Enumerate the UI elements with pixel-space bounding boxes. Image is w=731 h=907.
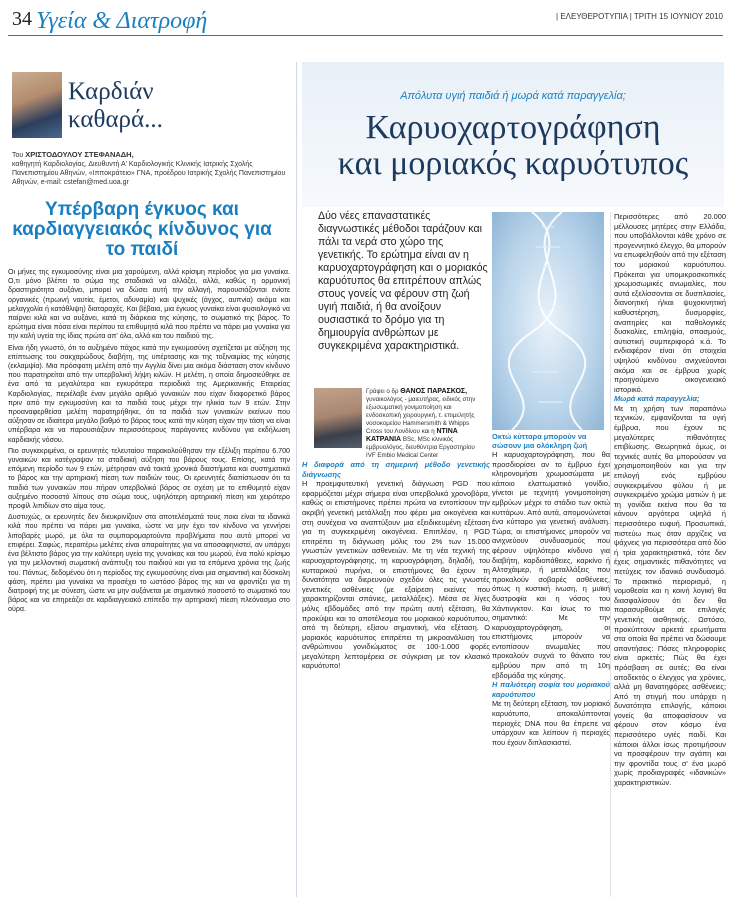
article-column-4	[614, 212, 726, 788]
dna-helix-image	[492, 212, 604, 430]
article-subtitle: Απόλυτα υγιή παιδιά ή μωρά κατά παραγγελία;	[400, 90, 626, 102]
subhead-karyotypos: Η παλιότερη σοφία του μοριακού καρυότυπου	[492, 680, 610, 699]
author-name: ΧΡΙΣΤΟΔΟΥΛΟΥ ΣΤΕΦΑΝΑΔΗ,	[25, 150, 134, 159]
left-para-4: Δυστυχώς, οι ερευνητές δεν διευκρινίζουν στα αποτελέσματά τους ποια είναι τα ιδανικά κιλά που πρέπει να πάρει μια γυναίκα, ώστε να μην έχει τον κίνδυνο να γεννήσει λιποβαρές μωρό, με όλα τα συμπαρομαρτούντα προβλήματα που αυτό μπορεί να επιφέρει. Σαφώς, περαιτέρω μελέτες είναι απαραίτητες για να αποσαφηνιστεί, αν υπάρχει ένα βέλτιστο βάρος για την καλύτερη υγεία της γυναίκας και του μωρού, ένα πολύ κρίσιμο για την μελλοντική σωματική ανάπτυξη του παιδιού και για τα επόμενα χρόνια της ζωής του. Πάντως, δεδομένου ότι η περίοδος της εγκυμοσύνης είναι μια σημαντική και δύσκολη φάση, πρέπει μια γυναίκα να προσέχει το ωστόσο βάρος της και να φροντίζει για τη διατροφή της με σύνεση, ώστε να μην αυξάνεται με σημαντικό ποσοστό το σωματικό του βάρος και να επηρεάζει σε καρδιαγγειακό επίπεδο την αρτηριακή πίεση πλεόνασμα στο ούρα.	[8, 513, 290, 614]
expert2-prefix: και η	[421, 428, 435, 435]
byline-prefix: Του	[12, 152, 24, 159]
left-para-1: Οι μήνες της εγκυμοσύνης είναι μια χαρούμενη, αλλά κρίσιμη περίοδος για μια γυναίκα. Ο,τι μόνο βλέπει το σώμα της σταδιακά να αλλάζει, αλλά, καθώς η ορμονική δραστηριότητα αυξάνει, μπορεί να δώσει αυτή την αλλαγή, παρουσιάζονται ενίοτε οργανικές (πρωινή ναυτία, έμετοι, αδυναμία) και ψυχικές (άγχος, αυπνία) ακόμα και μελαγχολία ή κατάθλιψη) διαταραχές. Και βέβαια, μια έγκυος γυναίκα είναι φυσιολογικό να παίρνει κιλά και να αυξάνει, κατά τη διάρκεια της κύησης, το σωματικό της βάρος. Το ερώτημα είναι πόσα είναι περίπου τα επιθυμητά κιλά που πρέπει να πάρει μια γυναίκα για την καλή υγεία της ίδιας πρώτα απ' όλα, αλλά και του παιδιού της.	[8, 268, 290, 341]
author-photo	[12, 72, 62, 138]
article-column-3	[492, 450, 610, 747]
author-desc: καθηγητή Καρδιολογίας, Διευθυντή Α' Καρδιολογικής Κλινικής Ιατρικής Σχολής Πανεπιστημίου Αθηνών, «Ιπποκράτειο» ΓΝΑ, προέδρου Ιατρικής Σχολής Πανεπιστημίου Αθηνών, e-mail: cstefan@med.uoa.gr	[12, 161, 286, 186]
left-article-body	[8, 268, 290, 617]
column-divider-2	[610, 212, 611, 897]
article-lead: Δύο νέες επαναστατικές διαγνωστικές μέθοδοι ταράζουν και πάλι τα νερά στο χώρο της γενετικής. Το ερώτημα είναι αν η καρυοχαρτογράφηση και ο μοριακός καρυότυπος θα επιτρέπουν απλώς στους γονείς να φέρουν στη ζωή υγιή παιδιά, ή θα ανοίξουν ουσιαστικά το δρόμο για τη δημιουργία ανθρώπων με συγκεκριμένα χαρακτηριστικά.	[318, 210, 488, 352]
newspaper-dateline: | ΕΛΕΥΘΕΡΟΤΥΠΙΑ | ΤΡΙΤΗ 15 ΙΟΥΝΙΟΥ 2010	[556, 12, 723, 21]
col3-tail: Με τη δεύτερη εξέταση, τον μοριακό καρυότυπο, αποκαλύπτονται περιοχές DNA που θα έπρεπε να υπάρχουν και λείπουν ή περιοχές που έχουν διπλασιαστεί.	[492, 699, 610, 747]
expert1-name: ΘΑΝΟΣ ΠΑΡΑΣΚΟΣ,	[400, 388, 468, 395]
expert-byline	[366, 388, 486, 460]
left-para-3: Πιο συγκεκριμένα, οι ερευνητές τελευταίου παρακολούθησαν την εξέλιξη περίπου 6.700 γυναικών και κατέγραψαν τα σταδιακή αύξηση του βάρους τους. Επίσης, κατά την επόμενη περίοδο των 9 ετών, μέτρησαν ανά τακτά χρονικά διαστήματα και συστηματικά το βάρος και την αρτηριακή πίεση των παιδιών τους. Οι ερευνητές διαπίστωσαν ότι τα παιδιά των γυναικών που πήραν υπερβολικό βάρος σε σχέση με το επιθυμητό είχαν αυξημένο ποσοστό λίπους στο σώμα τους, υψηλότερη αρτηριακή πίεση και χειρότερο προφίλ λιπιδίων στο αίμα τους.	[8, 446, 290, 511]
column-name: Καρδιάν καθαρά...	[68, 78, 163, 133]
image-caption: Οκτώ κύτταρα μπορούν να σώσουν μια ολόκληρη ζωή	[492, 432, 588, 450]
page-number: 34	[12, 8, 32, 30]
left-para-2: Είναι ήδη γνωστό, ότι το αυξημένο πάχος κατά την εγκυμοσύνη σχετίζεται με αύξηση της επίπτωσης του σακχαρώδους διαβήτη, της υπέρτασης και της τοξιναιμίας της κύησης (εκλαμψία). Μια πρόσφατη μελέτη από την Αγγλία δίνει μια ακόμα διάσταση στον κίνδυνο που παρατηρείται από την υπερβολική λήψη κιλών. Η μελέτη, η οποία δημοσιεύθηκε σε ένα από τα μεγαλύτερα και εγκυρότερα περιοδικά της Αμερικανικής Εταιρείας Καρδιολογίας, περιέλαβε έναν μεγάλο αριθμό γυναικών που είχαν διαφορετικό βάρος πριν από την εγκυμοσύνη και τα παιδιά τους μέχρι την ηλικία των 9 ετών. Στην προαναφερθείσα μελέτη παρατηρήθηκε, ότι τα παιδιά των γυναικών εκείνων που αύξησαν σε ιδιαίτερα μεγάλο βαθμό το βάρος τους κατά την κύηση είχαν την τάση να είναι υπέρβαρα και να παρουσιάζουν περισσότερους παράγοντες κινδύνου για εκδήλωση καρδιακής νόσου.	[8, 343, 290, 444]
title-line-2: και μοριακός καρυότυπος	[337, 145, 689, 182]
article-title	[302, 110, 724, 182]
article-column-2	[302, 460, 490, 671]
expert-photo	[314, 388, 362, 448]
expert2-desc: BSc, MSc κλινικός εμβρυολόγος, διευθύντρια Εργαστηρίου IVF Embio Medical Center	[366, 436, 475, 459]
col2-text: Η προεμφυτευτική γενετική διάγνωση PGD που εφαρμόζεται μέχρι σήμερα είναι υπερβολικά χρονοβόρα, καθώς οι επιστήμονες πρέπει πρώτα να εντοπίσουν την ακριβή γενετική μετάλλαξη που φέρει μια οικογένεια και στη συνέχεια να αναπτύξουν μια εξειδικευμένη εξέταση για τη συγκεκριμένη οικογένεια. Επιπλέον, η PGD επιτρέπει τη διάγνωση μόλις του 2% των 15.000 γνωστών γενετικών ασθενειών. Με τη νέα τεχνική της καρυοχαρτογράφησης, τη καρυογράφηση, δηλαδή, του κυτταρικού πυρήνα, οι επιστήμονες θα έχουν τη δυνατότητα να διερευνούν σχεδόν όλες τις γνωστές γενετικές ασθένειες (με εξαίρεση εκείνες που χαρακτηρίζονται σπάνιες, μεταλλάξεις). Μέσα σε λίγες μόλις εβδομάδες από την πρώτη αυτή εξέταση, θα προκύψει και το αποτέλεσμα του μοριακού καρυότυπου, από τη δεύτερη, εξίσου σημαντική, νέα εξέταση. Ο μοριακός καρυότυπος επιτρέπει τη μικροανάλυση του ανθρώπινου γονιδιώματος σε 100-1.000 φορές μεγαλύτερη λεπτομέρεια σε σύγκριση με τον κλασικό καρυότυπο!	[302, 479, 490, 671]
byline	[12, 150, 292, 187]
expert1-desc: γυναικολόγος - μαιευτήρας, ειδικός στην εξωσωματική γονιμοποίηση και ενδοσκοπική χειρουργική, τ. επιμελητής νοσοκομείου Hammersmith & Whipps Cross του Λονδίνου	[366, 396, 476, 435]
subhead-paraggelia: Μωρά κατά παραγγελία;	[614, 394, 700, 404]
left-headline: Υπέρβαρη έγκυος και καρδιαγγειακός κίνδυνος για το παιδί	[12, 199, 272, 260]
col4-text: Περισσότερες από 20.000 μέλλουσες μητέρες στην Ελλάδα, που υποβάλλονται κάθε χρόνο σε προγεννητικό έλεγχο, θα μπορούν να επωφεληθούν από την εξέταση του μοριακού καρυότυπου. Πρόκειται για υπομικροσκοπικές χρωμοσωμικές ανωμαλίες, που αυτά εξελίσσονται σε δυσπλασίες, διανοητική ή/και ψυχοκινητική καθυστέρηση, δυσμορφίες, αναπηρίες και παθολογικές δυσκολίες, επιληψία, σπασμούς, αυτιστική συμπεριφορά κ.ά. Το ενδιαφέρον είναι ότι στοιχεία υψηλού κινδύνου ανιχνεύονται ακόμα και σε έμβρυα χωρίς προηγούμενο οικογενειακό ιστορικό.	[614, 212, 726, 394]
title-line-1: Καρυοχαρτογράφηση	[365, 109, 661, 146]
column-divider	[296, 62, 297, 897]
section-title: Υγεία & Διατροφή	[36, 8, 208, 34]
expert2-name: ΝΤΙΝΑ ΚΑΤΡΑΝΙΑ	[366, 428, 458, 443]
expert-prefix: Γράφει ο δρ	[366, 388, 399, 395]
subhead-diafora: Η διαφορά από τη σημερινή μέθοδο γενετικής διάγνωσης	[302, 460, 490, 479]
col4-text-2: Με τη χρήση των παραπάνω τεχνικών, εμφανίζονται τα υγιή έμβρυα, που έχουν τις μεγαλύτερες πιθανότητες επιβίωσης. Θεωρητικά όμως, οι τεχνικές αυτές θα μπορούσαν να χρησιμοποιηθούν και για την επιλογή ενός εμβρύου συγκεκριμένου φύλου ή με συγκεκριμένο χρώμα ματιών ή με τη γονίδια εκείνα που θα τα κάνουν αργότερα υψηλά ή περισσότερο ευφυή. Προσωπικά, πιστεύω πως όταν αρχίζεις να ψάχνεις για περισσότερα από δύο ή τρία χαρακτηριστικά, τότε δεν έχεις σημαντικές πιθανότητες να πετύχεις τον ιδανικό συνδυασμό. Το πρακτικό περιορισμό, η νομοθεσία και η κοινή λογική θα διασφαλίσουν ότι δεν θα παρασυρθούμε σε επιλογές γενετικής αισθητικής. Ωστόσο, προκύπτουν αρκετά ερωτήματα στα οποία θα πρέπει να δώσουμε απαντήσεις: Πόσες πληροφορίες είναι αρκετές; Πώς θα έχει πρόσβαση σε αυτές; Θα είναι αποδεκτός ο έλεγχος για χρόνιες, αλλά μη θανατηφόρες ασθένειες; Από τη στιγμή που υπάρχει η δυνατότητα επιλογής, κάποιοι γονείς θα αποφασίσουν να φέρουν στον κόσμο ένα περισσότερο υγιές παιδί. Και κάποιοι άλλοι ίσως προτιμήσουν να προσφέρουν την αγάπη και την φροντίδα τους σ' ένα μωρό χωρίς προδιαγραφές «ιδανικών» χαρακτηριστικών.	[614, 403, 726, 788]
header-rule	[8, 35, 723, 36]
col3-text: Η καρυοχαρτογράφηση, που θα προσδιορίσει αν το έμβρυο έχει κληρονομήσει χρωμοσώματα με κάποιο ελαττωματικό γονίδιο, γίνεται με τεχνητή γονιμοποίηση εμβρύων μέχρι το στάδιο των οκτώ κυττάρων. Από αυτά, απομονώνεται ένα κύτταρο για γενετική ανάλυση. Τώρα, οι επιστήμονες μπορούν να ανιχνεύουν συνδυασμούς που φέρουν υψηλότερο κίνδυνο για διαβήτη, καρδιοπάθειες, καρκίνο ή Αλτσχάιμερ, ή μεταλλάξεις που προκαλούν σοβαρές ασθένειες, όπως η κυστική ίνωση, η μυϊκή δυστροφία και η νόσος του Χάντινγκτον. Και ίσως το πιο σημαντικό: Με την καρυοχαρτογράφηση, οι επιστήμονες μπορούν να εντοπίσουν ανωμαλίες που προκαλούν συχνά το θάνατο του εμβρύου πριν από τη 10η εβδομάδα της κύησης.	[492, 450, 610, 680]
